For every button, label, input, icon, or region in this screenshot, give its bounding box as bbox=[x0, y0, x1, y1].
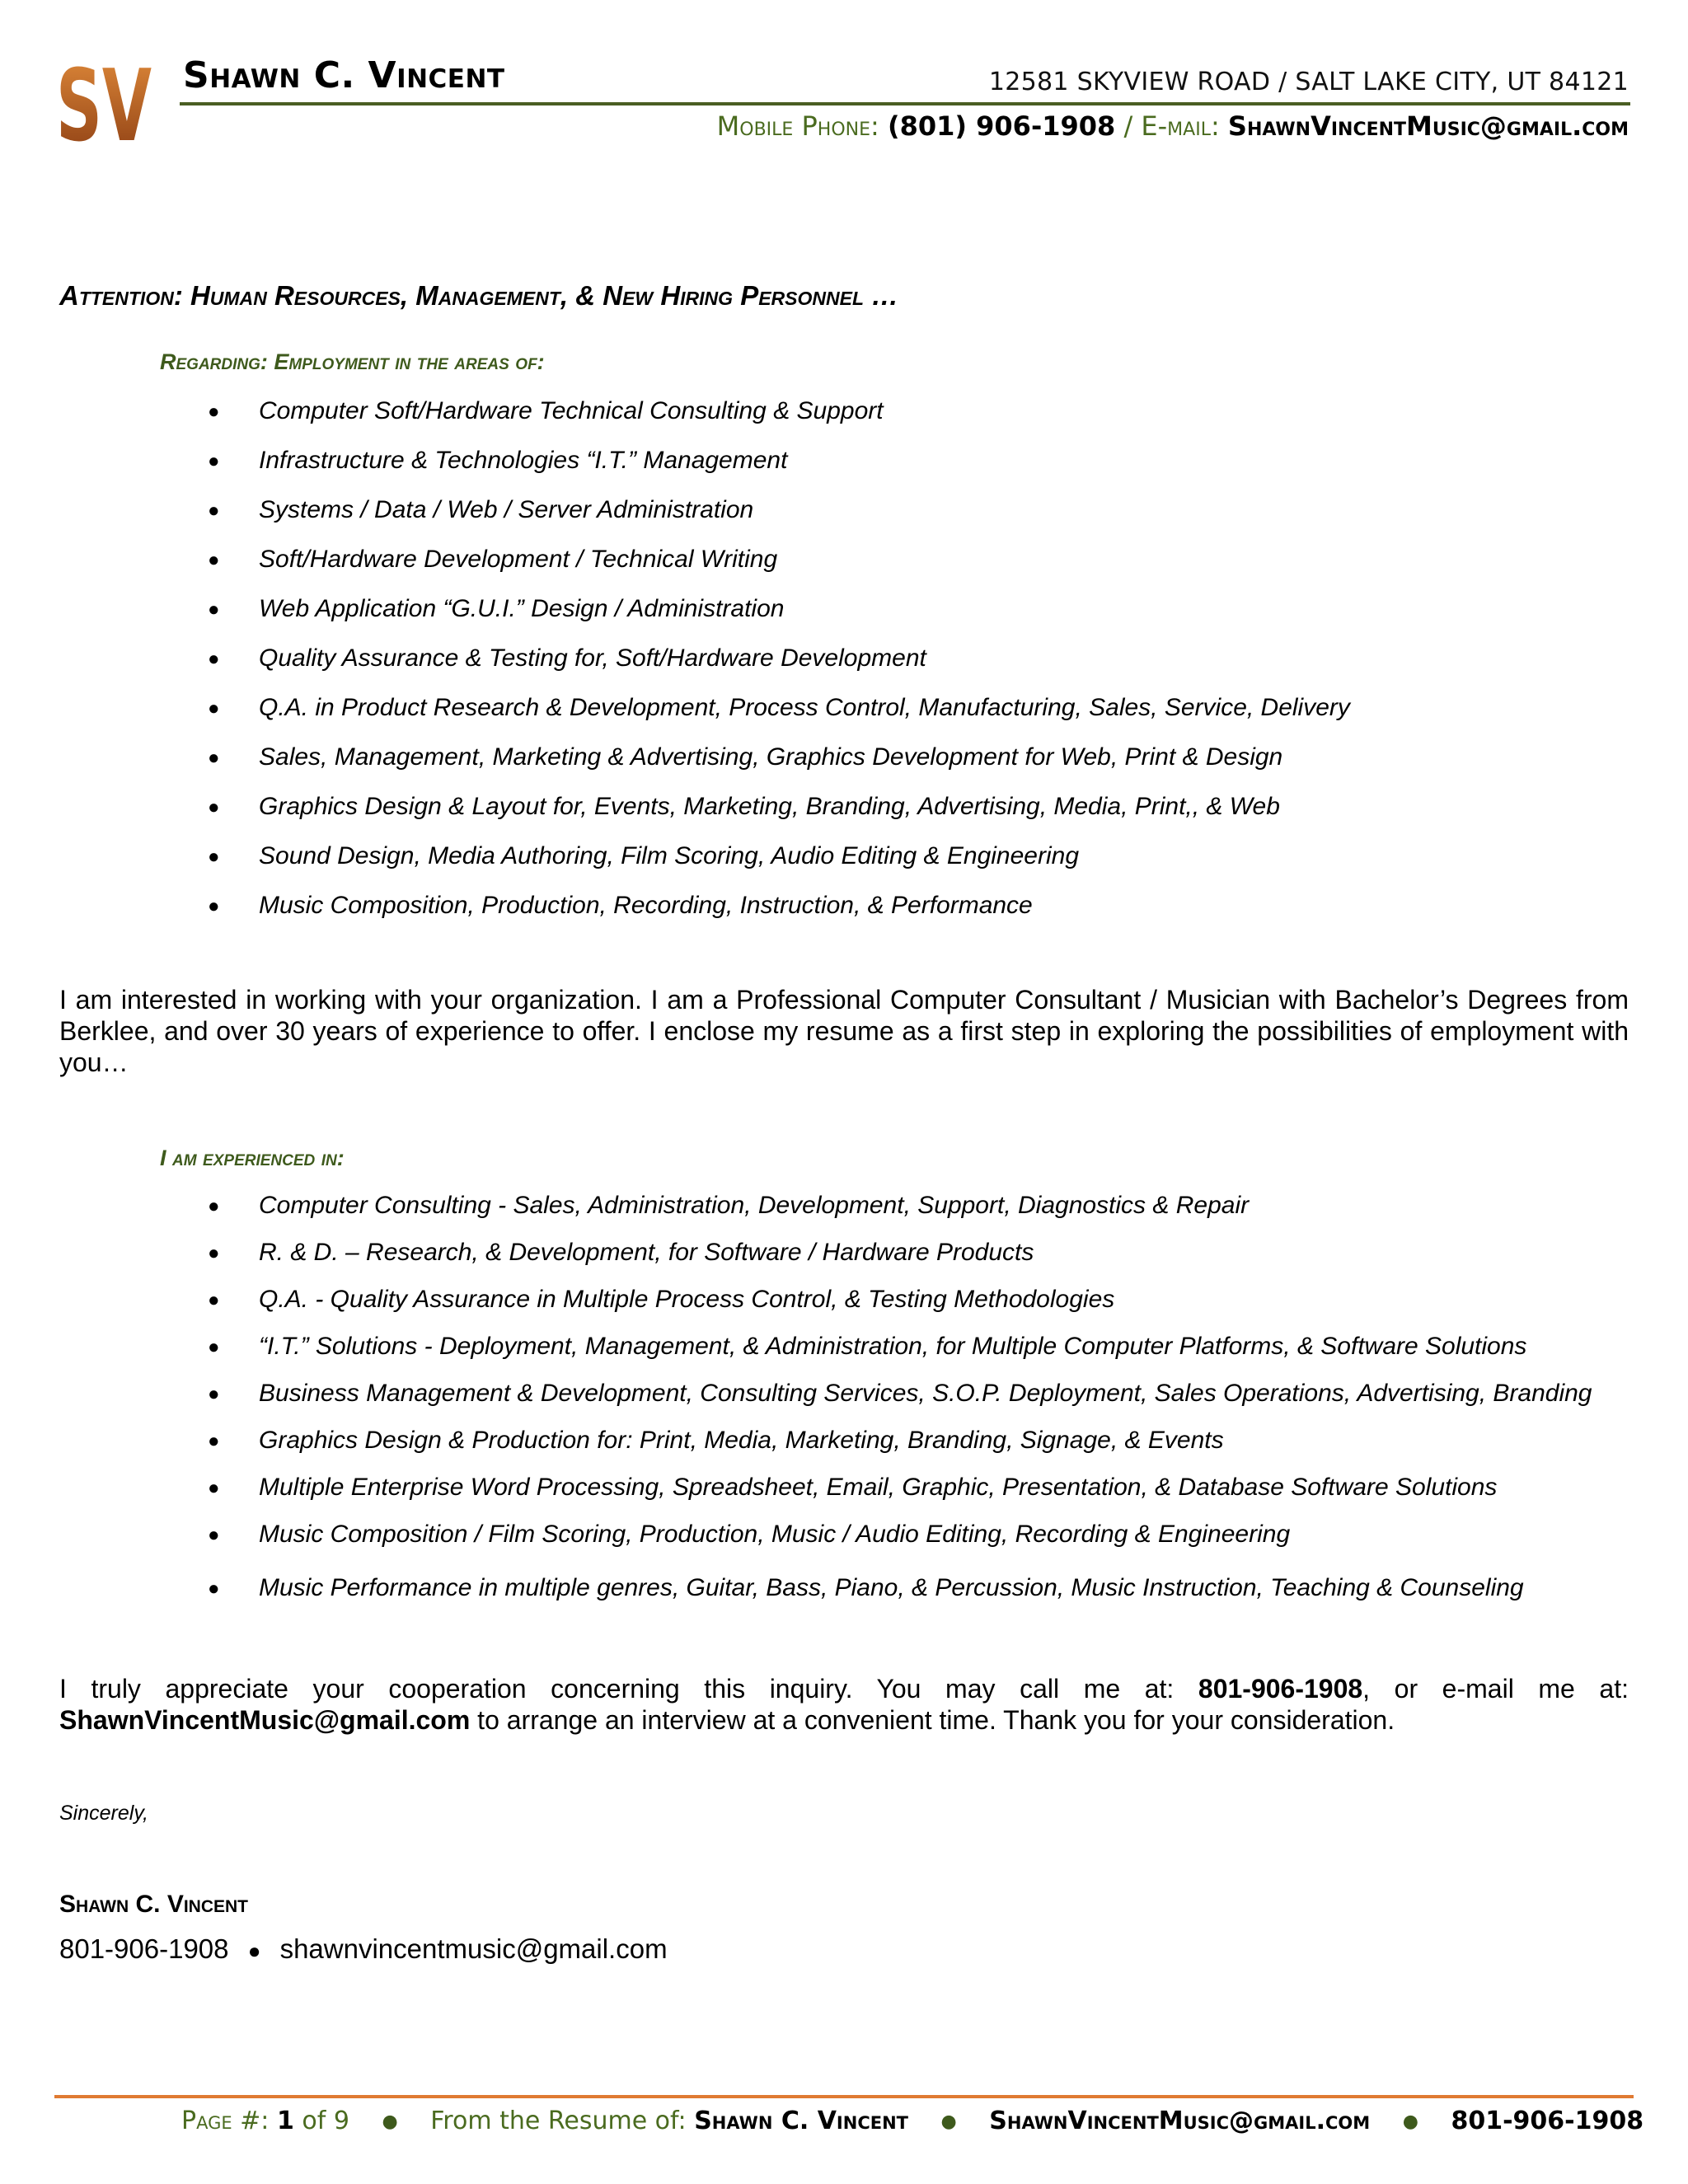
list-item-text: Music Composition, Production, Recording, Instruction, & Performance bbox=[259, 892, 1033, 919]
footer-bullet: ● bbox=[940, 2111, 957, 2132]
list-item-text: Q.A. in Product Research & Development, Process Control, Manufacturing, Sales, Service, Delivery bbox=[259, 694, 1350, 721]
bullet-dot: ● bbox=[208, 549, 220, 571]
sv-logo bbox=[56, 49, 153, 164]
bullet-dot: ● bbox=[208, 648, 220, 670]
mobile-value: (801) 906-1908 bbox=[887, 110, 1116, 142]
closing-text-2: , or e-mail me at: bbox=[1362, 1674, 1629, 1704]
bullet-dot: ● bbox=[208, 1577, 220, 1600]
footer-bullet: ● bbox=[1402, 2111, 1418, 2132]
email-value: ShawnVincentMusic@gmail.com bbox=[1227, 110, 1629, 142]
bullet-dot: ● bbox=[208, 1336, 220, 1358]
list-item-text: Infrastructure & Technologies “I.T.” Management bbox=[259, 447, 788, 474]
list-item-text: “I.T.” Solutions - Deployment, Management, & Administration, for Multiple Computer Platforms, & Software Solutions bbox=[259, 1333, 1527, 1360]
list-item-text: Soft/Hardware Development / Technical Writing bbox=[259, 546, 778, 573]
closing-phone: 801-906-1908 bbox=[1198, 1674, 1363, 1704]
bullet-dot: ● bbox=[208, 1242, 220, 1264]
list-item-text: Business Management & Development, Consulting Services, S.O.P. Deployment, Sales Operations, Advertising, Branding bbox=[259, 1380, 1592, 1407]
bullet-dot: ● bbox=[208, 747, 220, 769]
header-contact bbox=[717, 110, 1629, 142]
footer-page-num: 1 bbox=[276, 2107, 294, 2135]
closing-text-3: to arrange an interview at a convenient time. Thank you for your consideration. bbox=[470, 1705, 1395, 1735]
svg-text:SV: SV bbox=[56, 49, 152, 164]
footer-email: ShawnVincentMusic@gmail.com bbox=[989, 2107, 1371, 2135]
list-item-text: Computer Consulting - Sales, Administration, Development, Support, Diagnostics & Repair bbox=[259, 1192, 1250, 1219]
list-item-text: Graphics Design & Layout for, Events, Marketing, Branding, Advertising, Media, Print,, & Web bbox=[259, 793, 1280, 820]
bullet-separator: ● bbox=[247, 1938, 261, 1963]
list-item-text: Q.A. - Quality Assurance in Multiple Process Control, & Testing Methodologies bbox=[259, 1286, 1115, 1313]
bullet-dot: ● bbox=[208, 697, 220, 719]
footer-bullet: ● bbox=[382, 2111, 398, 2132]
bullet-dot: ● bbox=[208, 846, 220, 868]
footer-page-label: Page #: bbox=[181, 2107, 270, 2135]
footer-name: Shawn C. Vincent bbox=[694, 2107, 908, 2135]
bullet-dot: ● bbox=[208, 598, 220, 621]
mobile-label: Mobile Phone: bbox=[716, 110, 879, 142]
list-item-text: R. & D. – Research, & Development, for Software / Hardware Products bbox=[259, 1239, 1034, 1266]
bullet-dot: ● bbox=[208, 450, 220, 472]
header-divider bbox=[180, 102, 1630, 105]
bullet-dot: ● bbox=[208, 796, 220, 818]
bullet-dot: ● bbox=[208, 895, 220, 917]
contact-separator: / bbox=[1115, 110, 1142, 142]
signature-email: shawnvincentmusic@gmail.com bbox=[279, 1933, 668, 1964]
attention-line: Attention: Human Resources, Management, & New Hiring Personnel … bbox=[59, 280, 899, 311]
bullet-dot: ● bbox=[208, 401, 220, 423]
bullet-dot: ● bbox=[208, 1524, 220, 1546]
list-item-text: Graphics Design & Production for: Print, Media, Marketing, Branding, Signage, & Events bbox=[259, 1427, 1224, 1454]
list-item-text: Sales, Management, Marketing & Advertising, Graphics Development for Web, Print & Design bbox=[259, 743, 1283, 771]
list-item-text: Systems / Data / Web / Server Administration bbox=[259, 496, 754, 523]
list-item-text: Web Application “G.U.I.” Design / Administration bbox=[259, 595, 785, 622]
bullet-dot: ● bbox=[208, 1430, 220, 1452]
regarding-heading: Regarding: Employment in the areas of: bbox=[160, 349, 545, 374]
email-label: E-mail: bbox=[1141, 110, 1220, 142]
list-item-text: Quality Assurance & Testing for, Soft/Hardware Development bbox=[259, 644, 926, 672]
bullet-dot: ● bbox=[208, 1477, 220, 1499]
closing-paragraph bbox=[59, 1673, 1629, 1736]
footer-from-label: From the Resume of: bbox=[430, 2107, 687, 2135]
list-item-text: Music Performance in multiple genres, Guitar, Bass, Piano, & Percussion, Music Instruction, Teaching & Counseling bbox=[259, 1574, 1524, 1601]
list-item-text: Music Composition / Film Scoring, Production, Music / Audio Editing, Recording & Engineering bbox=[259, 1521, 1291, 1548]
footer-divider bbox=[54, 2095, 1634, 2098]
list-item-text: Computer Soft/Hardware Technical Consulting & Support bbox=[259, 397, 884, 424]
bullet-dot: ● bbox=[208, 1383, 220, 1405]
footer-phone: 801-906-1908 bbox=[1451, 2107, 1644, 2135]
closing-email: ShawnVincentMusic@gmail.com bbox=[59, 1705, 471, 1735]
signature-phone: 801-906-1908 bbox=[59, 1933, 229, 1964]
page-footer bbox=[181, 2107, 1643, 2135]
bullet-dot: ● bbox=[208, 1289, 220, 1311]
list-item-text: Multiple Enterprise Word Processing, Spreadsheet, Email, Graphic, Presentation, & Database Software Solutions bbox=[259, 1474, 1498, 1501]
signature-name: Shawn C. Vincent bbox=[59, 1891, 249, 1918]
bullet-dot: ● bbox=[208, 1195, 220, 1217]
footer-page-of: of 9 bbox=[302, 2107, 349, 2135]
signature-contact bbox=[59, 1933, 668, 1965]
intro-paragraph: I am interested in working with your organization. I am a Professional Computer Consultant / Musician with Bachelor’s Degrees from Berklee, and over 30 years of experience to offer. I enclose my resume as a first step in exploring the possibilities of employment with you… bbox=[59, 985, 1629, 1077]
experienced-heading: I am experienced in: bbox=[160, 1146, 345, 1170]
closing-text-1: I truly appreciate your cooperation concerning this inquiry. You may call me at: bbox=[59, 1674, 1198, 1704]
list-item-text: Sound Design, Media Authoring, Film Scoring, Audio Editing & Engineering bbox=[259, 842, 1080, 869]
header-address: 12581 SKYVIEW ROAD / SALT LAKE CITY, UT 84121 bbox=[988, 68, 1629, 96]
bullet-dot: ● bbox=[208, 499, 220, 522]
sincerely: Sincerely, bbox=[59, 1802, 148, 1825]
header-name: Shawn C. Vincent bbox=[183, 54, 505, 96]
